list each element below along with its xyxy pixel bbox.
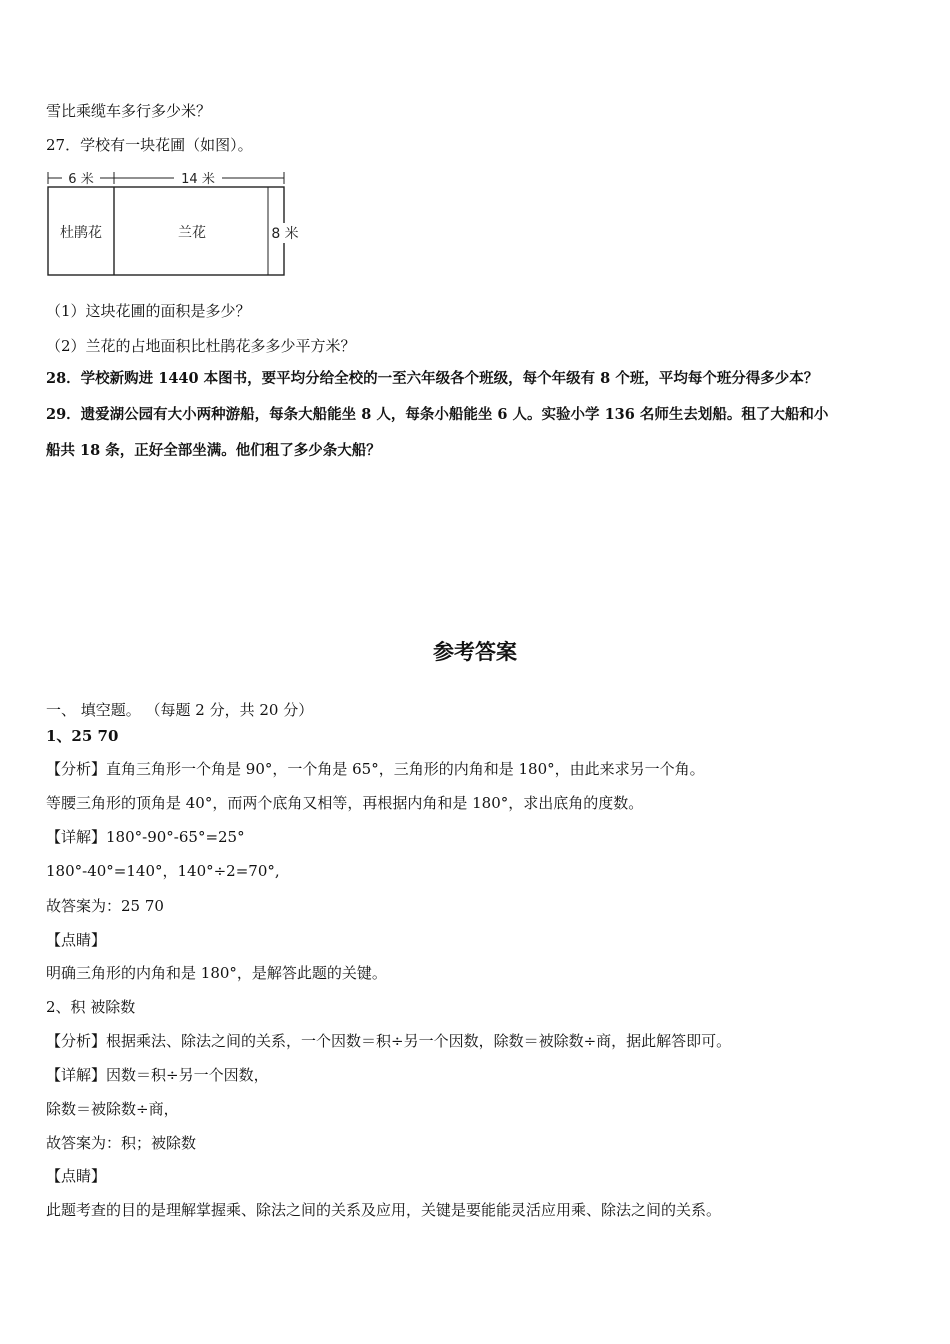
answer-2-comment-heading: 【点睛】: [46, 1167, 107, 1185]
flowerbed-diagram: [44, 168, 304, 280]
section-1-heading: 一、 填空题。 （每题 2 分，共 20 分）: [46, 701, 314, 719]
question-29-line2: 船共 18 条，正好全部坐满。他们租了多少条大船？: [46, 442, 381, 459]
left-width-label: 6 米: [68, 172, 94, 187]
answer-1-analysis-2: 等腰三角形的顶角是 40°，而两个底角又相等，再根据内角和是 180°，求出底角的度数。: [46, 794, 644, 812]
question-27-part2: （2）兰花的占地面积比杜鹃花多多少平方米？: [46, 337, 356, 355]
azalea-label: 杜鹃花: [60, 225, 102, 241]
question-27: 27．学校有一块花圃（如图）。: [46, 136, 253, 154]
answer-1-comment: 明确三角形的内角和是 180°，是解答此题的关键。: [46, 964, 387, 982]
answer-1-conclusion: 故答案为：25 70: [46, 897, 164, 915]
answer-1-comment-heading: 【点睛】: [46, 931, 107, 949]
flowerbed-figure: [44, 168, 304, 280]
answer-1-analysis: 【分析】直角三角形一个角是 90°，一个角是 65°，三角形的内角和是 180°，由此来求另一个角。: [46, 760, 705, 778]
answer-2-analysis: 【分析】根据乘法、除法之间的关系，一个因数＝积÷另一个因数，除数＝被除数÷商，据此解答即可。: [46, 1032, 732, 1050]
orchid-label: 兰花: [178, 225, 206, 241]
answer-2-conclusion: 故答案为：积；被除数: [46, 1134, 197, 1152]
answer-2-comment: 此题考查的目的是理解掌握乘、除法之间的关系及应用，关键是要能能灵活应用乘、除法之间的关系。: [46, 1201, 722, 1219]
question-27-part1: （1）这块花圃的面积是多少？: [46, 302, 251, 320]
answer-1-detail-2: 180°-40°=140°，140°÷2=70°,: [46, 862, 280, 880]
height-label: 8 米: [271, 226, 299, 242]
question-29-line1: 29．遗爱湖公园有大小两种游船，每条大船能坐 8 人，每条小船能坐 6 人。实验小学 136 名师生去划船。租了大船和小: [46, 406, 829, 423]
answer-1: 1、25 70: [46, 727, 119, 745]
right-width-label: 14 米: [181, 172, 215, 187]
question-26-tail: 雪比乘缆车多行多少米？: [46, 102, 212, 120]
answers-title: 参考答案: [433, 640, 517, 664]
answer-2-detail: 【详解】因数＝积÷另一个因数，: [46, 1066, 269, 1084]
question-28: 28．学校新购进 1440 本图书，要平均分给全校的一至六年级各个班级，每个年级有 8 个班，平均每个班分得多少本？: [46, 370, 819, 387]
answer-1-detail: 【详解】180°-90°-65°=25°: [46, 828, 245, 846]
answer-2: 2、积 被除数: [46, 998, 136, 1016]
answer-2-detail-2: 除数＝被除数÷商，: [46, 1100, 179, 1118]
